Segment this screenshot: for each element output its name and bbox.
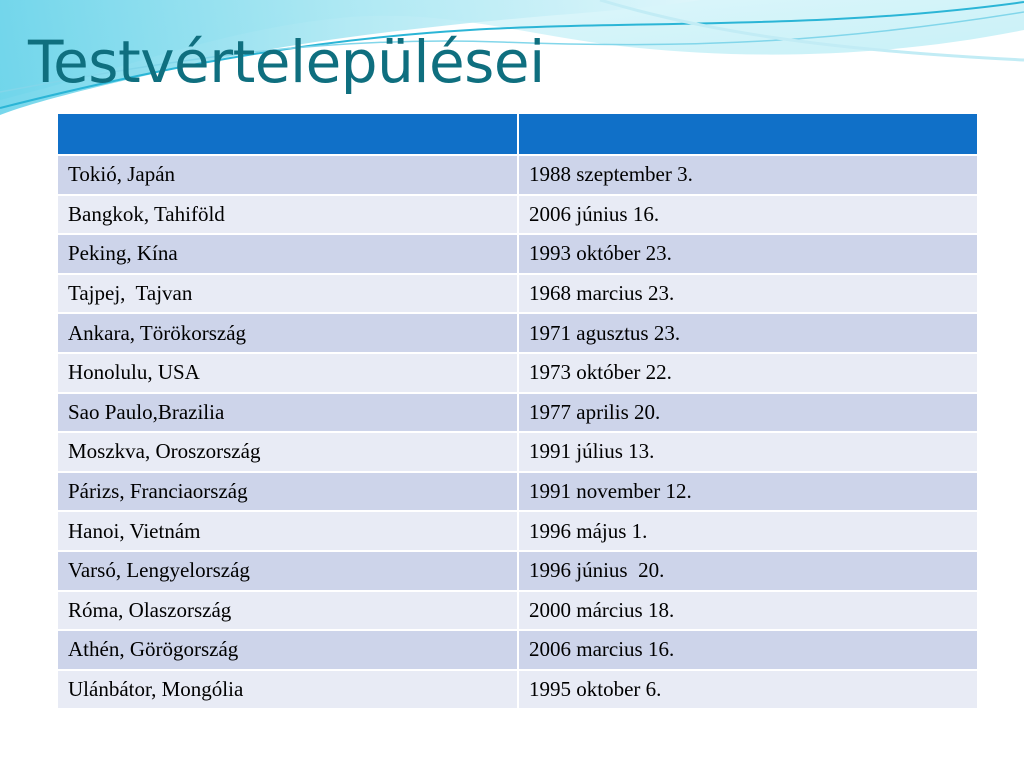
table-row <box>57 630 978 670</box>
table-row <box>57 155 978 195</box>
city-cell: Róma, Olaszország <box>57 591 518 631</box>
date-cell: 1991 július 13. <box>518 432 978 472</box>
date-cell: 1988 szeptember 3. <box>518 155 978 195</box>
date-cell: 1968 marcius 23. <box>518 274 978 314</box>
table-row <box>57 195 978 235</box>
city-cell: Moszkva, Oroszország <box>57 432 518 472</box>
header-cell-date <box>518 113 978 155</box>
date-cell: 1991 november 12. <box>518 472 978 512</box>
table-row <box>57 511 978 551</box>
city-cell: Ulánbátor, Mongólia <box>57 670 518 710</box>
city-cell: Honolulu, USA <box>57 353 518 393</box>
table-row <box>57 591 978 631</box>
date-cell: 2006 június 16. <box>518 195 978 235</box>
table-row <box>57 393 978 433</box>
city-cell: Ankara, Törökország <box>57 313 518 353</box>
city-cell: Párizs, Franciaország <box>57 472 518 512</box>
sister-cities-table <box>56 112 979 710</box>
table-row <box>57 472 978 512</box>
date-cell: 2006 marcius 16. <box>518 630 978 670</box>
city-cell: Varsó, Lengyelország <box>57 551 518 591</box>
date-cell: 1977 aprilis 20. <box>518 393 978 433</box>
table-row <box>57 670 978 710</box>
table-header-row <box>57 113 978 155</box>
city-cell: Sao Paulo,Brazilia <box>57 393 518 433</box>
city-cell: Athén, Görögország <box>57 630 518 670</box>
header-cell-city <box>57 113 518 155</box>
table-row <box>57 432 978 472</box>
slide-title: Testvértelepülései <box>28 28 545 96</box>
date-cell: 1973 október 22. <box>518 353 978 393</box>
city-cell: Peking, Kína <box>57 234 518 274</box>
table-row <box>57 274 978 314</box>
date-cell: 2000 március 18. <box>518 591 978 631</box>
table-row <box>57 234 978 274</box>
date-cell: 1996 május 1. <box>518 511 978 551</box>
city-cell: Tajpej, Tajvan <box>57 274 518 314</box>
city-cell: Hanoi, Vietnám <box>57 511 518 551</box>
city-cell: Tokió, Japán <box>57 155 518 195</box>
table-row <box>57 313 978 353</box>
date-cell: 1995 oktober 6. <box>518 670 978 710</box>
city-cell: Bangkok, Tahiföld <box>57 195 518 235</box>
table-row <box>57 551 978 591</box>
date-cell: 1971 agusztus 23. <box>518 313 978 353</box>
table-row <box>57 353 978 393</box>
date-cell: 1993 október 23. <box>518 234 978 274</box>
date-cell: 1996 június 20. <box>518 551 978 591</box>
